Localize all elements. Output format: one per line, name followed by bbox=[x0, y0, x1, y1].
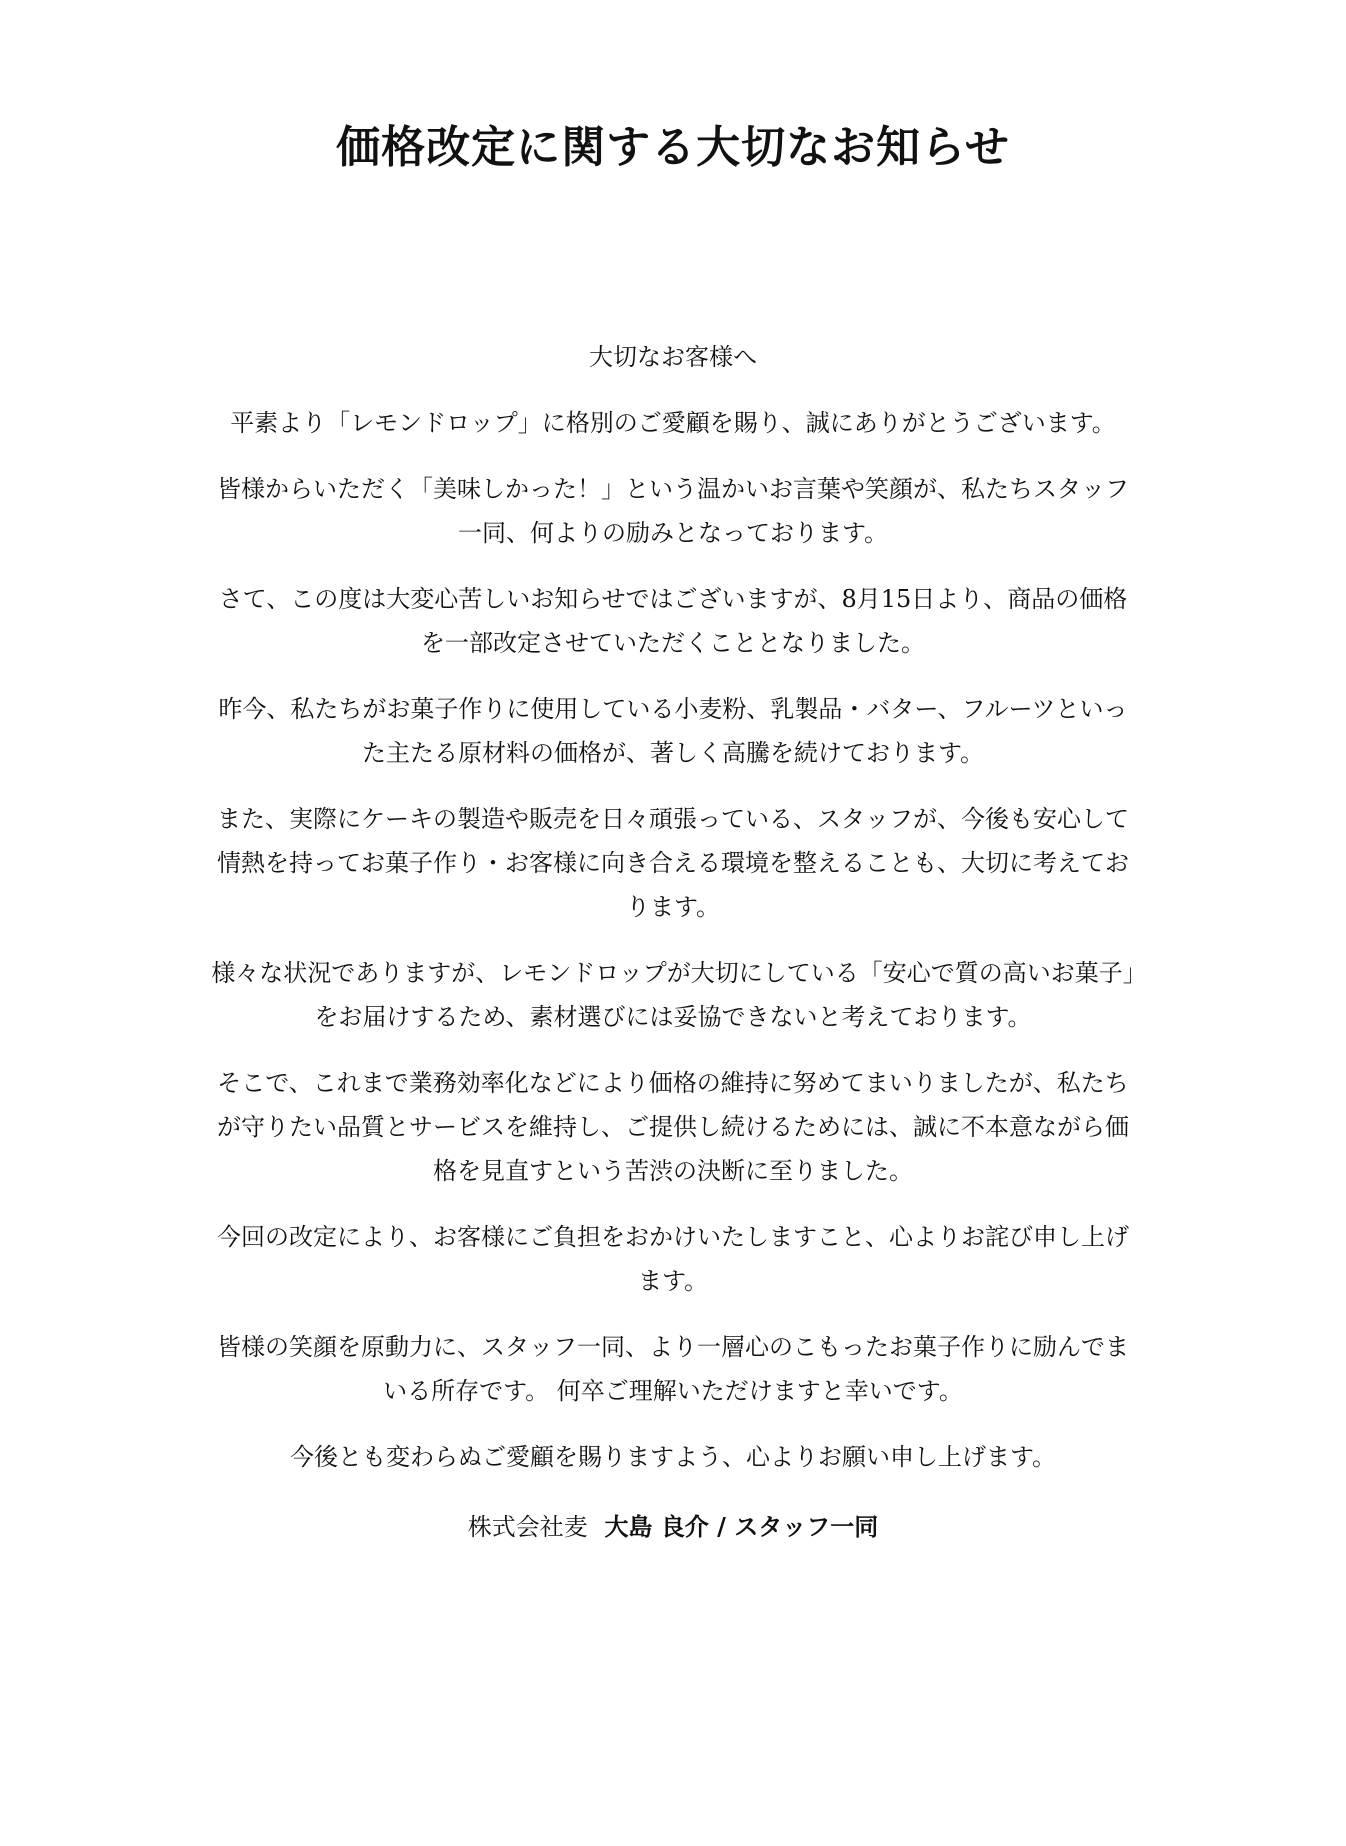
paragraph-materials: 昨今、私たちがお菓子作りに使用している小麦粉、乳製品・バター、フルーツといった主たる原材料の価格が、著しく高騰を続けております。 bbox=[218, 695, 1128, 767]
paragraph-thanks: 皆様からいただく「美味しかった！」という温かいお言葉や笑顔が、私たちスタッフ一同、何よりの励みとなっております。 bbox=[217, 475, 1129, 547]
notice-body bbox=[208, 335, 1138, 1549]
signature-names: 大島 良介 / スタッフ一同 bbox=[604, 1512, 879, 1541]
paragraph-apology: 今回の改定により、お客様にご負担をおかけいたしますこと、心よりお詫び申し上げます。 bbox=[217, 1223, 1129, 1295]
paragraph-decision: そこで、これまで業務効率化などにより価格の維持に努めてまいりましたが、私たちが守りたい品質とサービスを維持し、ご提供し続けるためには、誠に不本意ながら価格を見直すという苦渋の決断に至りました。 bbox=[217, 1069, 1129, 1185]
paragraph-quality: 様々な状況でありますが、レモンドロップが大切にしている「安心で質の高いお菓子」をお届けするため、素材選びには妥協できないと考えております。 bbox=[211, 959, 1135, 1031]
paragraph-announcement: さて、この度は大変心苦しいお知らせではございますが、8月15日より、商品の価格を一部改定させていただくこととなりました。 bbox=[218, 585, 1128, 657]
paragraph-closing: 今後とも変わらぬご愛顧を賜りますよう、心よりお願い申し上げます。 bbox=[289, 1443, 1057, 1471]
paragraph-commitment: 皆様の笑顔を原動力に、スタッフ一同、より一層心のこもったお菓子作りに励んでまいる所存です。 何卒ご理解いただけますと幸いです。 bbox=[217, 1333, 1129, 1405]
paragraph-greeting: 平素より「レモンドロップ」に格別のご愛顧を賜り、誠にありがとうございます。 bbox=[230, 409, 1116, 437]
salutation: 大切なお客様へ bbox=[589, 343, 757, 371]
notice-title: 価格改定に関する大切なお知らせ bbox=[336, 122, 1010, 173]
paragraph-staff: また、実際にケーキの製造や販売を日々頑張っている、スタッフが、今後も安心して情熱を持ってお菓子作り・お客様に向き合える環境を整えることも、大切に考えております。 bbox=[217, 805, 1129, 921]
signature bbox=[208, 1505, 1138, 1549]
signature-company: 株式会社麦 bbox=[467, 1513, 588, 1541]
